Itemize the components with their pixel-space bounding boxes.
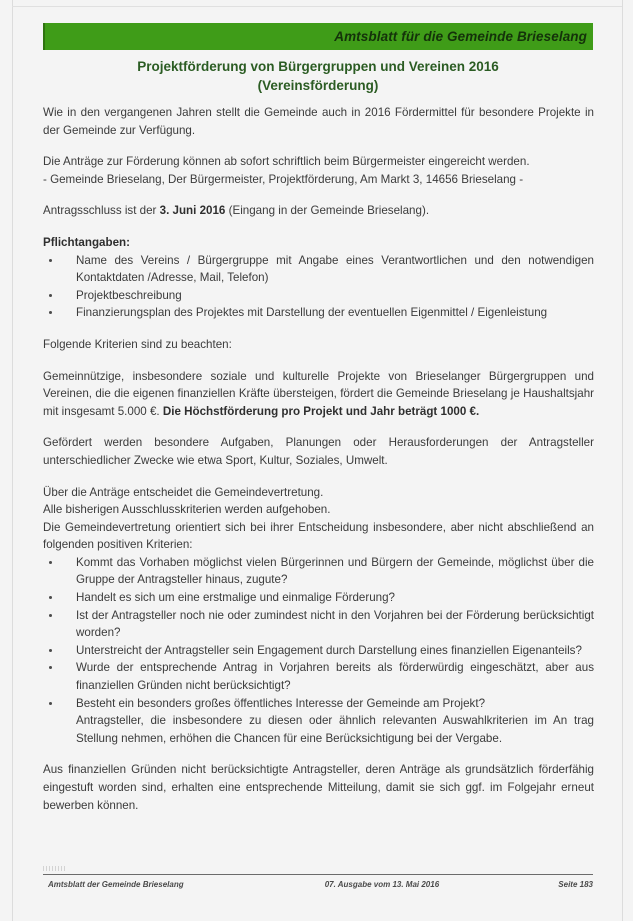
deadline-prefix: Antragsschluss ist der — [43, 204, 160, 218]
page-border-left — [12, 0, 13, 921]
mandatory-heading: Pflichtangaben: — [43, 235, 130, 249]
application-line-1: Die Anträge zur Förderung können ab sofort schriftlich beim Bürgermeister eingereicht werden. — [43, 155, 530, 169]
list-item — [43, 695, 594, 748]
footer-divider — [43, 874, 593, 875]
list-item: Handelt es sich um eine erstmalige und einmalige Förderung? — [43, 589, 594, 607]
deadline-paragraph — [43, 202, 594, 220]
spacer — [43, 747, 594, 761]
page-footer — [43, 880, 593, 889]
positive-criteria-list — [43, 554, 594, 748]
deadline-date: 3. Juni 2016 — [159, 204, 226, 218]
footer-publication: Amtsblatt der Gemeinde Brieselang — [48, 880, 184, 889]
page-title — [43, 57, 593, 95]
list-item: Projektbeschreibung — [43, 287, 594, 305]
list-item: Name des Vereins / Bürgergruppe mit Angabe eines Verantwortlichen und den notwendigen Kontaktdaten /Adresse, Mail, Telefon) — [43, 252, 594, 287]
article-body — [43, 104, 594, 828]
page-title-line2: (Vereinsförderung) — [257, 78, 379, 93]
criteria-intro: Folgende Kriterien sind zu beachten: — [43, 337, 232, 351]
spacer — [43, 322, 594, 336]
intro-paragraph: Wie in den vergangenen Jahren stellt die Gemeinde auch in 2016 Fördermittel für besondere Projekte in der Gemeinde zur Verfügung. — [43, 106, 594, 137]
closing-paragraph: Aus finanziellen Gründen nicht berücksichtigte Antragsteller, deren Anträge als grundsätzlich förderfähig eingestuft worden sind, erhalten eine entsprechende Mitteilung, damit sie sich ggf. im Folgejahr erneut bewerben können. — [43, 763, 594, 812]
footer-issue: 07. Ausgabe vom 13. Mai 2016 — [324, 880, 440, 889]
application-line-2: - Gemeinde Brieselang, Der Bürgermeister, Projektförderung, Am Markt 3, 14656 Brieselang - — [43, 172, 524, 186]
supported-paragraph: Gefördert werden besondere Aufgaben, Planungen oder Herausforderungen der Antragsteller unterschiedlicher Zwecke wie etwa Sport, Kultur, Soziales, Umwelt. — [43, 436, 594, 467]
page-border-top — [12, 6, 622, 7]
footer-page-number: Seite 183 — [558, 880, 593, 889]
list-item: Wurde der entsprechende Antrag in Vorjahren bereits als förderwürdig eingeschätzt, aber aus finanziellen Gründen nicht berücksichtigt? — [43, 659, 594, 694]
masthead-banner — [43, 23, 593, 50]
list-item: Ist der Antragsteller noch nie oder zumindest nicht in den Vorjahren bei der Förderung berücksichtigt worden? — [43, 607, 594, 642]
decision-line-2: Alle bisherigen Ausschlusskriterien werden aufgehoben. — [43, 503, 331, 517]
list-item: Finanzierungsplan des Projektes mit Darstellung der eventuellen Eigenmittel / Eigenleistung — [43, 304, 594, 322]
funding-paragraph-bold: Die Höchstförderung pro Projekt und Jahr beträgt 1000 €. — [162, 404, 480, 418]
list-item: Kommt das Vorhaben möglichst vielen Bürgerinnen und Bürgern der Gemeinde, möglichst über die Gruppe der Antragsteller hinaus, zugute? — [43, 554, 594, 589]
funding-paragraph — [43, 368, 594, 421]
list-item-subtext: Antragsteller, die insbesondere zu diesen oder ähnlich relevanten Auswahlkriterien im An trag Stellung nehmen, erhöhen die Chancen für eine Berücksichtigung bei der Vergabe. — [76, 714, 594, 745]
scan-artifact — [43, 866, 67, 871]
page-border-right — [622, 0, 623, 921]
deadline-suffix: (Eingang in der Gemeinde Brieselang). — [225, 204, 430, 218]
funding-paragraph-normal: Gemeinnützige, insbesondere soziale und kulturelle Projekte von Brieselanger Bürgergruppen und Vereinen, die die eigenen finanziellen Kräfte übersteigen, fördert die Gemeinde Brieselang je Haushaltsjahr mit insgesamt 5.000 €. — [43, 369, 594, 418]
mandatory-list — [43, 252, 594, 322]
list-item: Unterstreicht der Antragsteller sein Engagement durch Darstellung eines finanziellen Eigenanteils? — [43, 642, 594, 660]
masthead-title: Amtsblatt für die Gemeinde Brieselang — [334, 29, 587, 44]
decision-line-3: Die Gemeindevertretung orientiert sich bei ihrer Entscheidung insbesondere, aber nicht abschließend an folgenden positiven Kriterien: — [43, 520, 594, 552]
list-item-text: Besteht ein besonders großes öffentliches Interesse der Gemeinde am Projekt? — [76, 696, 486, 710]
decision-line-1: Über die Anträge entscheidet die Gemeindevertretung. — [43, 485, 324, 499]
page-title-line1: Projektförderung von Bürgergruppen und Vereinen 2016 — [137, 59, 499, 74]
